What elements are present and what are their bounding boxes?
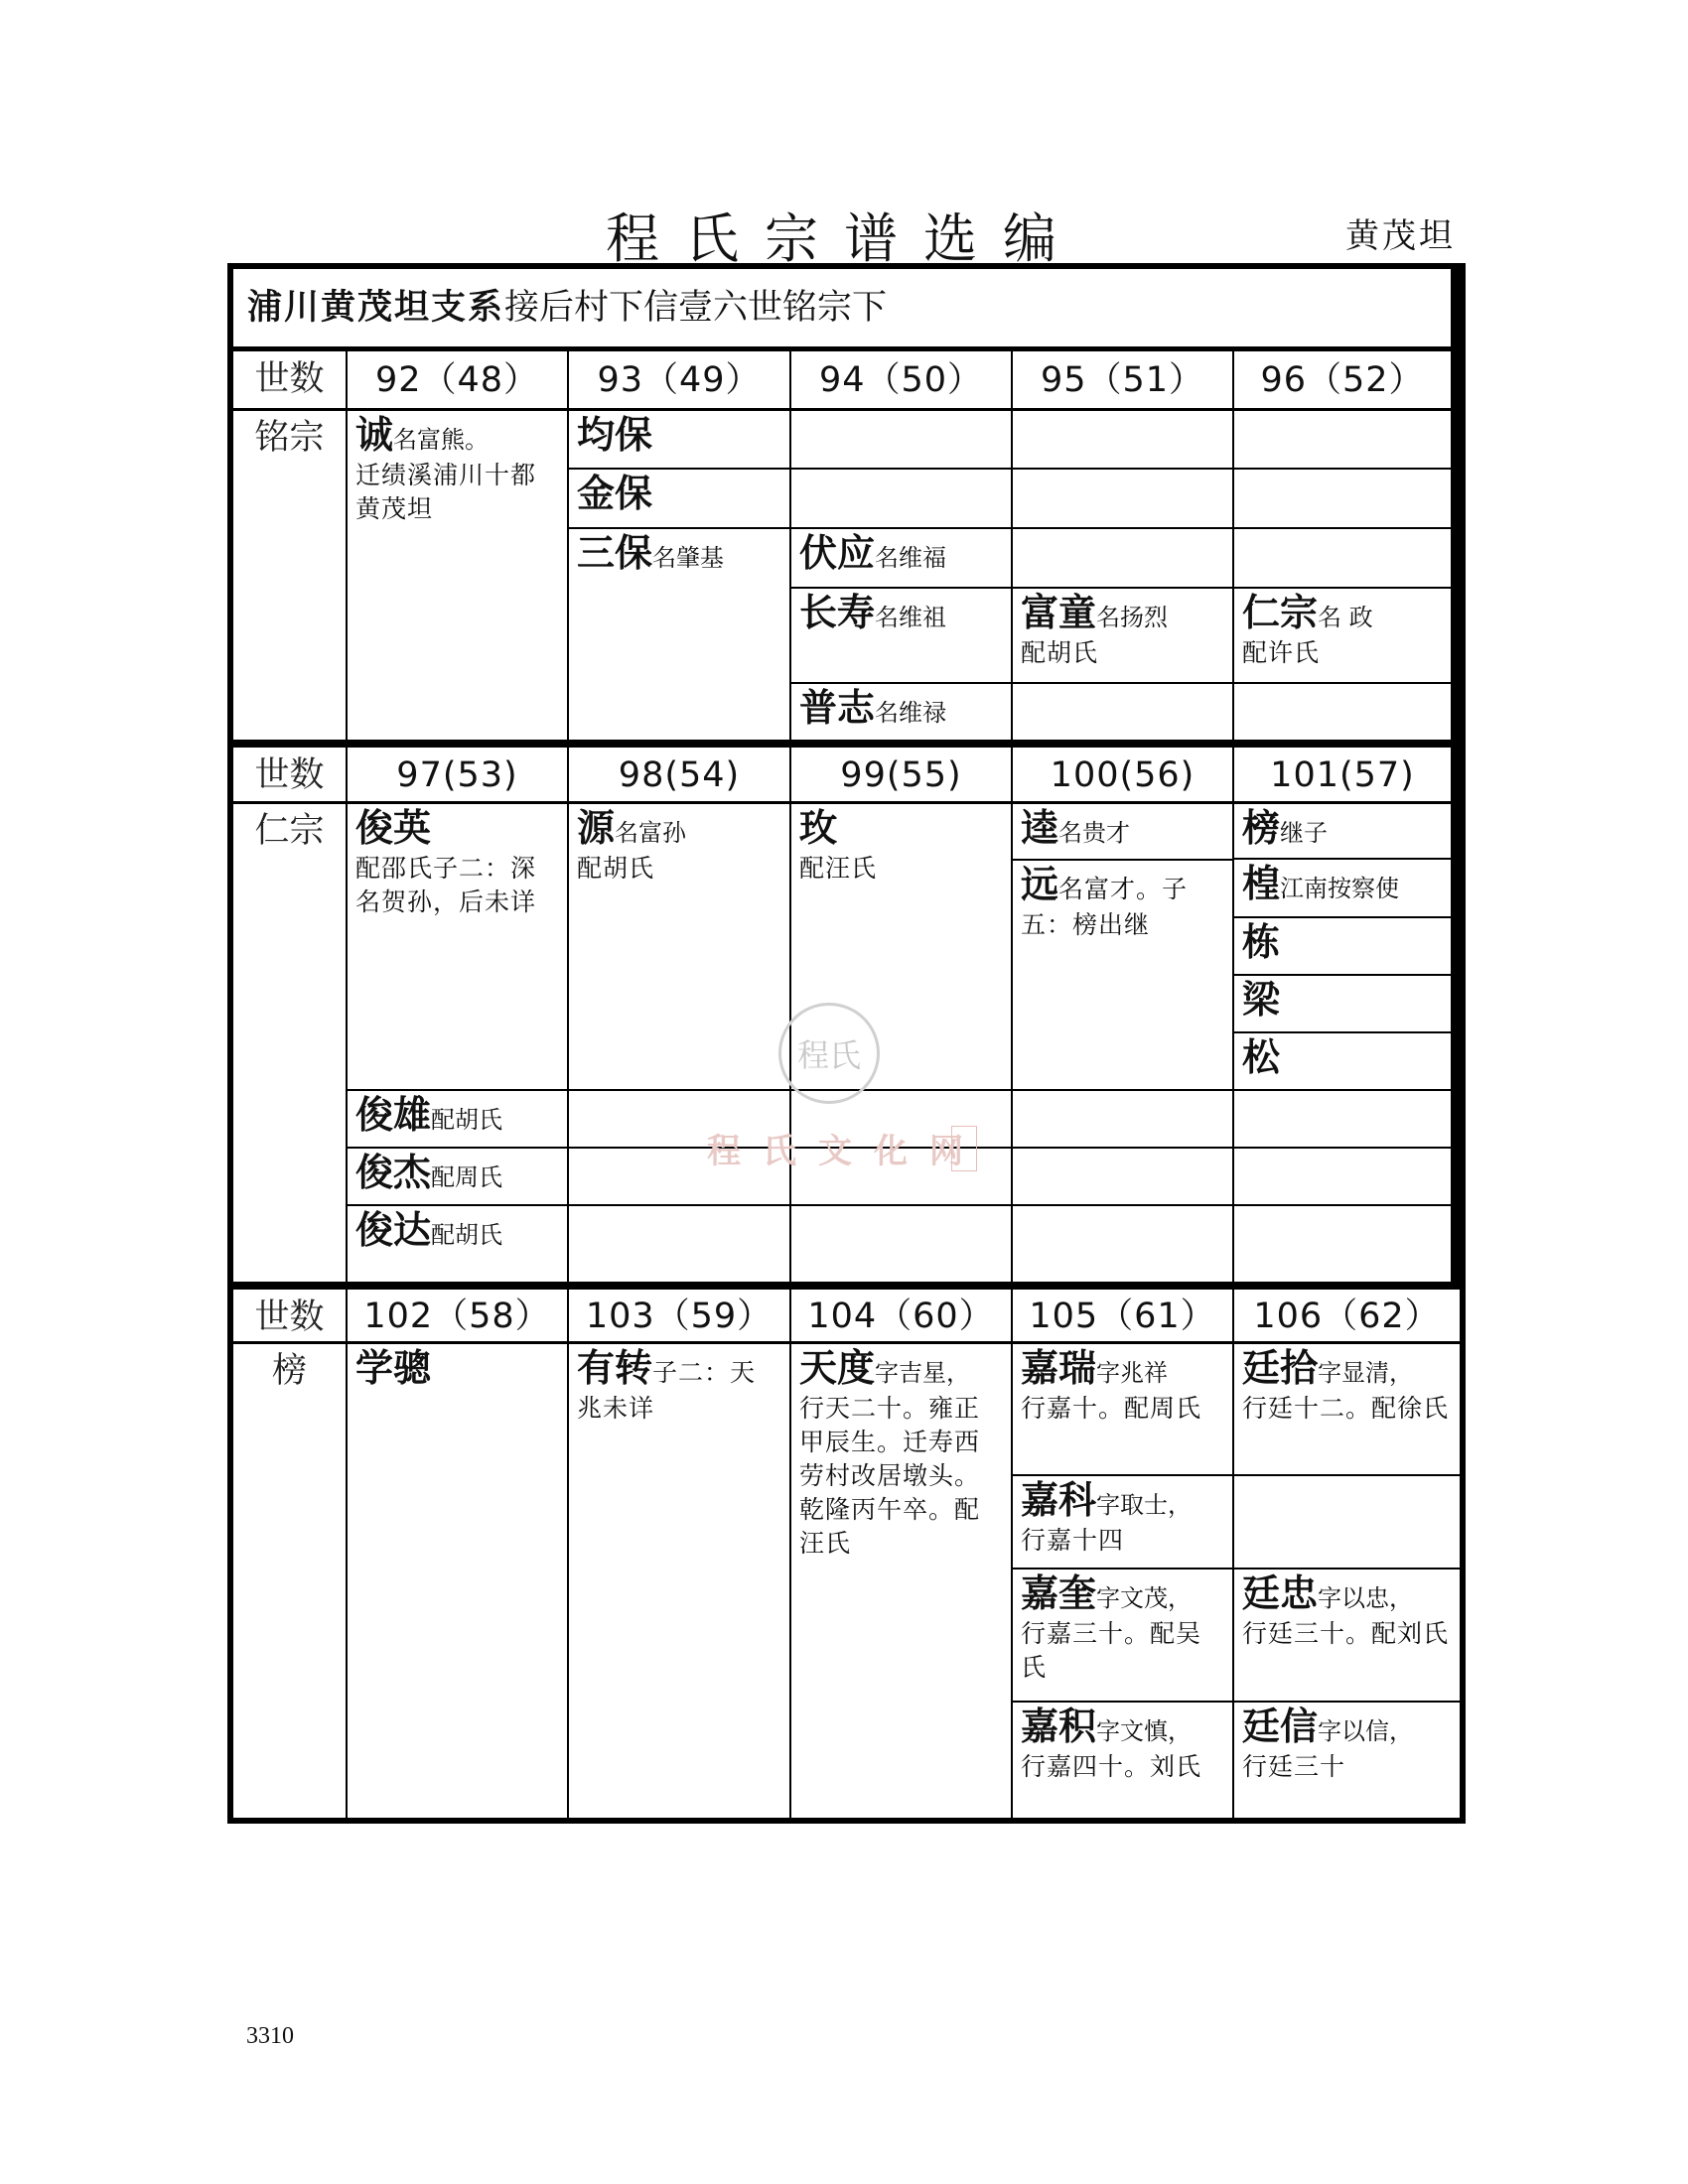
person-dong — [1234, 918, 1451, 974]
ancestor-label: 仁宗 — [254, 811, 325, 851]
person-alias: 字显清， — [1318, 1359, 1414, 1387]
person-note: 行廷三十。配刘氏 — [1242, 1618, 1450, 1648]
person-sanbao — [569, 529, 789, 738]
person-alias: 配胡氏 — [431, 1106, 503, 1134]
person-junbao — [569, 411, 789, 468]
gen-100: 100(56) — [1050, 754, 1196, 795]
person-tiandu — [791, 1344, 1011, 1818]
person-name: 诚 — [355, 413, 394, 457]
person-name: 长寿 — [799, 591, 876, 634]
gen-95: 95（51） — [1040, 360, 1205, 400]
person-alias: 名富才。子五：榜出继 — [1021, 875, 1189, 939]
person-note: 行嘉四十。刘氏 — [1021, 1751, 1202, 1781]
person-kui — [1013, 804, 1232, 859]
person-name: 富童 — [1021, 591, 1097, 634]
person-jiarui — [1013, 1344, 1232, 1474]
person-name: 嘉奎 — [1021, 1571, 1097, 1615]
person-name: 玫 — [799, 806, 838, 850]
person-note: 迁绩溪浦川十都黄茂坦 — [355, 460, 537, 523]
person-jiake — [1013, 1476, 1232, 1568]
person-fuying — [791, 529, 1011, 587]
gen-99: 99(55) — [840, 754, 962, 795]
watermark-stamp-icon — [951, 1126, 977, 1171]
person-alias: 名贵才 — [1058, 819, 1131, 847]
person-name: 廷信 — [1242, 1705, 1319, 1748]
person-jinbao — [569, 470, 789, 527]
person-junda — [348, 1206, 567, 1282]
person-name: 俊英 — [355, 806, 432, 850]
ancestor-label: 榜 — [271, 1351, 307, 1391]
person-alias: 字文慎， — [1096, 1717, 1193, 1745]
person-alias: 字文茂， — [1096, 1584, 1193, 1612]
person-tingshi — [1234, 1344, 1460, 1474]
page-number: 3310 — [246, 2023, 294, 2049]
person-junxiong — [348, 1091, 567, 1147]
person-note: 行嘉三十。配吴氏 — [1021, 1618, 1202, 1682]
person-note: 行嘉十四 — [1021, 1525, 1125, 1555]
person-name: 伏应 — [799, 531, 876, 575]
person-note: 行廷三十 — [1242, 1751, 1346, 1781]
person-name: 廷忠 — [1242, 1571, 1319, 1615]
gen-94: 94（50） — [818, 360, 984, 400]
gen-104: 104（60） — [807, 1296, 995, 1336]
person-yuan2 — [1013, 861, 1232, 1089]
person-alias: 名肇基 — [652, 544, 725, 572]
person-name: 均保 — [577, 413, 653, 457]
person-note: 行天二十。雍正甲辰生。迁寿西劳村改居墩头。乾隆丙午卒。配汪氏 — [799, 1393, 981, 1558]
person-name: 远 — [1021, 863, 1059, 906]
document-title: 程氏宗谱选编 — [606, 207, 1082, 270]
person-name: 学骢 — [355, 1346, 432, 1390]
branch-name: 浦川黄茂坦支系 — [247, 288, 505, 328]
gen-103: 103（59） — [585, 1296, 774, 1336]
branch-lineage: 接后村下信壹六世铭宗下 — [504, 288, 888, 328]
person-junying — [348, 804, 567, 1089]
person-jiakui — [1013, 1570, 1232, 1701]
person-name: 俊雄 — [355, 1093, 432, 1137]
person-junjie — [348, 1149, 567, 1204]
person-puzhi — [791, 684, 1011, 740]
person-note: 配胡氏 — [577, 853, 655, 883]
person-name: 源 — [577, 806, 616, 850]
section-divider-2 — [233, 1282, 1460, 1290]
person-tingxin — [1234, 1703, 1460, 1818]
header-divider — [233, 346, 1460, 351]
gen-96: 96（52） — [1260, 360, 1425, 400]
person-alias: 字以忠， — [1318, 1584, 1414, 1612]
gen-92: 92（48） — [374, 360, 540, 400]
person-name: 仁宗 — [1242, 591, 1319, 634]
person-song — [1234, 1033, 1451, 1089]
person-alias: 名富熊。 — [393, 426, 490, 454]
person-alias: 名维福 — [875, 544, 947, 572]
person-alias: 字取士， — [1096, 1491, 1193, 1519]
person-liang — [1234, 976, 1451, 1031]
person-name: 梁 — [1242, 978, 1281, 1022]
gen-106: 106（62） — [1253, 1296, 1441, 1336]
gen-98: 98(54) — [618, 754, 741, 795]
person-note: 配胡氏 — [1021, 637, 1099, 667]
person-alias: 字兆祥 — [1096, 1359, 1169, 1387]
person-name: 嘉积 — [1021, 1705, 1097, 1748]
person-name: 榜 — [1242, 806, 1281, 850]
person-bang — [1234, 804, 1451, 858]
person-name: 有转 — [577, 1346, 653, 1390]
person-alias: 继子 — [1280, 819, 1329, 847]
watermark-text: 程氏文化网 — [707, 1132, 985, 1171]
gen-93: 93（49） — [597, 360, 762, 400]
gen-label: 世数 — [254, 359, 325, 399]
person-name: 廷拾 — [1242, 1346, 1319, 1390]
person-alias: 配周氏 — [431, 1163, 503, 1191]
person-alias: 字吉星， — [875, 1359, 971, 1387]
person-name: 俊达 — [355, 1208, 432, 1252]
gen-101: 101(57) — [1270, 754, 1415, 795]
person-name: 三保 — [577, 531, 653, 575]
branch-place-label: 黄茂坦 — [1345, 216, 1456, 256]
person-yuan — [569, 804, 789, 1089]
person-note: 行嘉十。配周氏 — [1021, 1393, 1202, 1423]
person-name: 楻 — [1242, 862, 1281, 905]
person-name: 天度 — [799, 1346, 876, 1390]
right-border-inner — [1451, 269, 1460, 1282]
person-name: 栋 — [1242, 920, 1281, 964]
watermark-seal-text: 程氏 — [796, 1036, 861, 1074]
person-name: 逵 — [1021, 806, 1059, 850]
person-alias: 配胡氏 — [431, 1221, 503, 1249]
branch-title — [233, 277, 1451, 344]
person-alias: 名 政 — [1318, 604, 1373, 631]
section-divider-1 — [233, 740, 1460, 748]
person-huang — [1234, 860, 1451, 916]
person-name: 松 — [1242, 1035, 1281, 1079]
person-changshou — [791, 589, 1011, 682]
ancestor-label: 铭宗 — [254, 418, 325, 458]
gen-label: 世数 — [254, 1297, 325, 1337]
person-xuecong — [348, 1344, 567, 1818]
person-note: 行廷十二。配徐氏 — [1242, 1393, 1450, 1423]
person-note: 配邵氏子二：深名贺孙，后未详 — [355, 853, 537, 916]
person-renzong — [1234, 589, 1451, 682]
person-note: 配许氏 — [1242, 637, 1321, 667]
gen-102: 102（58） — [363, 1296, 551, 1336]
gen-label: 世数 — [254, 755, 325, 795]
person-alias: 名维禄 — [875, 699, 947, 727]
gen-105: 105（61） — [1029, 1296, 1216, 1336]
person-tingzhong — [1234, 1570, 1460, 1701]
person-youzhuan — [569, 1344, 789, 1818]
person-alias: 名富孙 — [615, 819, 687, 847]
person-name: 嘉科 — [1021, 1478, 1097, 1522]
person-jiaji — [1013, 1703, 1232, 1818]
person-alias: 字以信， — [1318, 1717, 1414, 1745]
person-alias: 子二：天兆未详 — [577, 1358, 757, 1423]
person-alias: 名维祖 — [875, 604, 947, 631]
person-name: 金保 — [577, 472, 653, 515]
person-futong — [1013, 589, 1232, 682]
person-note: 配汪氏 — [799, 853, 878, 883]
gen-97: 97(53) — [396, 754, 518, 795]
person-alias: 名扬烈 — [1096, 604, 1169, 631]
person-alias: 江南按察使 — [1280, 875, 1400, 902]
person-cheng — [348, 411, 567, 739]
watermark-seal-icon — [778, 1003, 880, 1104]
person-name: 俊杰 — [355, 1151, 432, 1194]
person-name: 普志 — [799, 686, 876, 730]
person-name: 嘉瑞 — [1021, 1346, 1097, 1390]
